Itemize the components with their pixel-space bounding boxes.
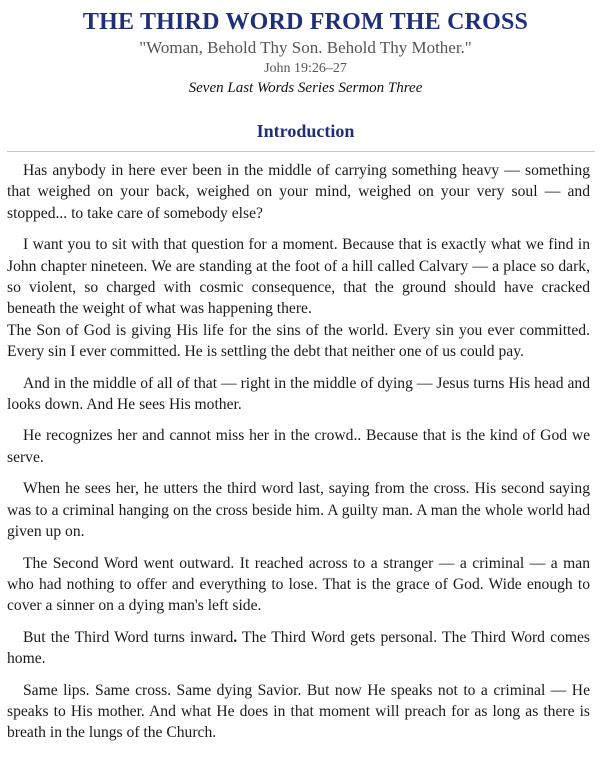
- sermon-title: THE THIRD WORD FROM THE CROSS: [82, 9, 529, 35]
- paragraph: And in the middle of all of that — right in the middle of dying — Jesus turns His head and looks down. And He sees His mother.: [7, 374, 590, 414]
- series-label: Seven Last Words Series Sermon Three: [188, 80, 423, 96]
- section-heading: Introduction: [256, 121, 355, 141]
- sermon-subtitle: "Woman, Behold Thy Son. Behold Thy Mother.": [139, 38, 472, 57]
- paragraph: The Second Word went outward. It reached across to a stranger — a criminal — a man who had nothing to offer and everything to lose. That is the grace of God. Wide enough to cover a sinner on a dying man's left side.: [7, 554, 590, 615]
- paragraph-text: But the Third Word turns inward: [23, 628, 234, 646]
- bold-period: .: [233, 628, 238, 646]
- paragraph: Has anybody in here ever been in the middle of carrying something heavy — something that weighed on your back, weighed on your mind, weighed on your very soul — and stopped... to take care of somebody else?: [7, 162, 590, 222]
- divider: [7, 151, 595, 152]
- paragraph: He recognizes her and cannot miss her in the crowd.. Because that is the kind of God we serve.: [7, 427, 590, 466]
- paragraph-text: The Third Word gets personal. The Third Word comes home.: [7, 628, 590, 668]
- paragraph: When he sees her, he utters the third word last, saying from the cross. His second saying was to a criminal hanging on the cross beside him. A guilty man. A man the whole world had given up on.: [7, 480, 590, 541]
- scripture-reference: John 19:26–27: [264, 61, 347, 76]
- paragraph: Same lips. Same cross. Same dying Savior. But now He speaks not to a criminal — He speaks to His mother. And what He does in that moment will preach for as long as there is breath in the lungs of the Church.: [7, 681, 590, 742]
- paragraph: I want you to sit with that question for a moment. Because that is exactly what we find in John chapter nineteen. We are standing at the foot of a hill called Calvary — a place so dark, so violent, so charged with cosmic consequence, that the ground should have cracked beneath the weight of what was happening there.: [7, 236, 590, 318]
- sermon-body: [7, 160, 590, 754]
- paragraph: The Son of God is giving His life for the sins of the world. Every sin you ever committed. Every sin I ever committed. He is settling the debt that neither one of us could pay.: [7, 321, 590, 361]
- paragraph: [7, 627, 590, 670]
